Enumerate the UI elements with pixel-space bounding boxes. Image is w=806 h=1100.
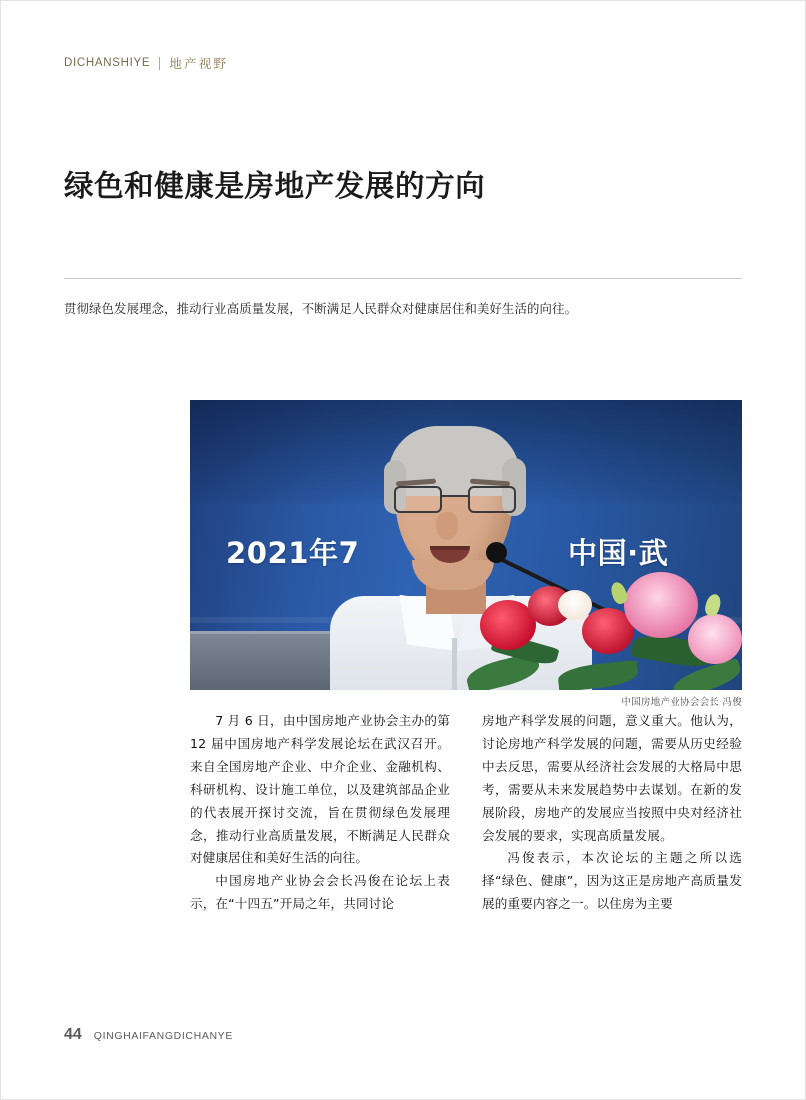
page-number: 44 <box>64 1026 82 1043</box>
standfirst-text: 贯彻绿色发展理念，推动行业高质量发展，不断满足人民群众对健康居住和美好生活的向往。 <box>64 301 578 316</box>
photo-stage-text-left: 2021年7 <box>226 536 360 570</box>
speaker-nose <box>436 512 458 540</box>
title-divider <box>64 278 742 279</box>
page-title: 绿色和健康是房地产发展的方向 <box>64 169 486 203</box>
article-body <box>190 710 742 916</box>
kicker-chinese: 地产视野 <box>169 56 229 71</box>
speaker-shirt-placket <box>452 638 457 690</box>
microphone-icon <box>486 542 507 563</box>
photo-stage-text-right: 中国·武 <box>568 536 669 570</box>
paragraph: 中国房地产业协会会长冯俊在论坛上表示，在“十四五”开局之年，共同讨论 <box>190 873 450 912</box>
publication-name: QINGHAIFANGDICHANYE <box>93 1030 233 1042</box>
flower-arrangement <box>462 570 742 690</box>
page-kicker <box>64 54 228 72</box>
photo-frame <box>190 400 742 690</box>
paragraph: 冯俊表示，本次论坛的主题之所以选择“绿色、健康”，因为这正是房地产高质量发展的重要内容之一。以住房为主要 <box>482 850 742 912</box>
glasses-icon <box>392 486 518 514</box>
paragraph: 房地产科学发展的问题，意义重大。他认为，讨论房地产科学发展的问题，需要从历史经验中去反思，需要从经济社会发展的大格局中思考，需要从未来发展趋势中去谋划。在新的发展阶段，房地产的发展应当按照中央对经济社会发展的要求，实现高质量发展。 <box>482 713 742 843</box>
page-footer <box>64 1026 233 1044</box>
article-photo <box>190 400 742 690</box>
body-column-left <box>190 710 450 916</box>
kicker-english: DICHANSHIYE <box>64 57 151 69</box>
paragraph: 7 月 6 日，由中国房地产业协会主办的第 12 届中国房地产科学发展论坛在武汉召开。来自全国房地产企业、中介企业、金融机构、科研机构、设计施工单位，以及建筑部品企业的代表展开探讨交流，旨在贯彻绿色发展理念，推动行业高质量发展，不断满足人民群众对健康居住和美好生活的向往。 <box>190 713 450 866</box>
photo-caption: 中国房地产业协会会长 冯俊 <box>621 697 742 708</box>
kicker-divider <box>159 57 160 70</box>
body-column-right <box>482 710 742 916</box>
